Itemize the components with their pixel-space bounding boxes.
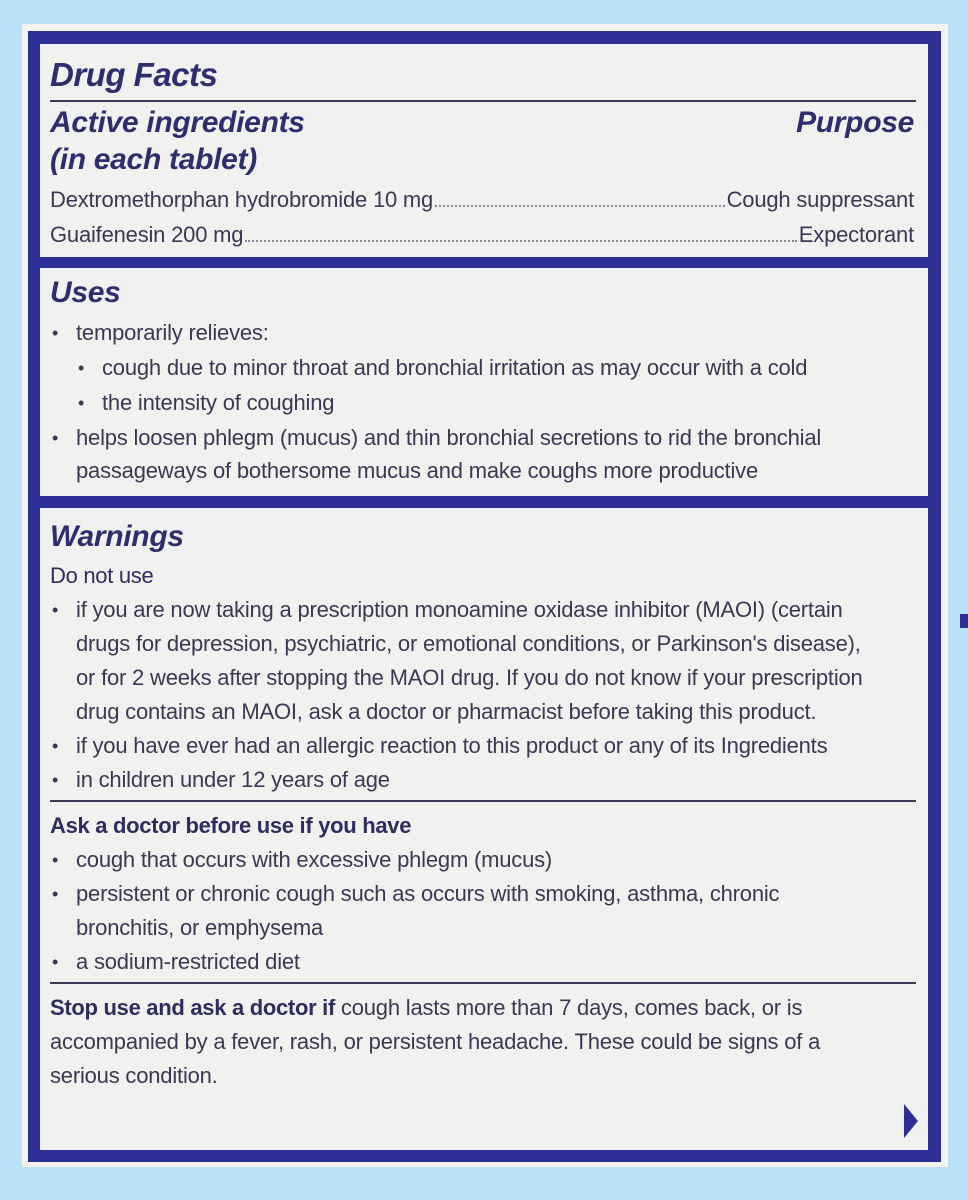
do-not-use-item: • if you have ever had an allergic reaction to this product or any of its Ingredients	[76, 733, 827, 759]
do-not-use-heading: Do not use	[50, 563, 154, 588]
stop-use-text: cough lasts more than 7 days, comes back, or is	[335, 995, 803, 1020]
ingredient-name: Guaifenesin 200 mg	[50, 222, 244, 247]
warnings-heading: Warnings	[50, 520, 184, 553]
ask-doctor-heading: Ask a doctor before use if you have	[50, 813, 412, 838]
ask-doctor-item: • cough that occurs with excessive phlegm (mucus)	[76, 847, 552, 873]
ask-doctor-item: • a sodium-restricted diet	[76, 949, 300, 975]
active-ingredients-panel	[40, 44, 928, 257]
uses-panel	[40, 268, 928, 496]
warnings-panel	[40, 508, 928, 1150]
edge-tab-mark-icon	[960, 614, 968, 628]
uses-heading: Uses	[50, 276, 121, 309]
active-ingredients-heading: Active ingredients	[50, 106, 305, 139]
ask-doctor-item: • persistent or chronic cough such as occurs with smoking, asthma, chronic	[76, 881, 779, 907]
title-rule	[50, 100, 916, 102]
section-rule	[50, 800, 916, 802]
stop-use-paragraph-line	[50, 995, 802, 1021]
active-ingredients-subheading: (in each tablet)	[50, 143, 257, 176]
section-rule	[50, 982, 916, 984]
ingredient-row	[50, 187, 914, 213]
ingredient-row	[50, 222, 914, 248]
ingredient-name: Dextromethorphan hydrobromide 10 mg	[50, 187, 434, 212]
do-not-use-item-continued: drugs for depression, psychiatric, or emotional conditions, or Parkinson's disease),	[76, 631, 861, 656]
do-not-use-item-continued: drug contains an MAOI, ask a doctor or pharmacist before taking this product.	[76, 699, 817, 724]
do-not-use-item: • in children under 12 years of age	[76, 767, 390, 793]
stop-use-paragraph-line: accompanied by a fever, rash, or persistent headache. These could be signs of a	[50, 1029, 821, 1054]
ingredient-purpose: Expectorant	[798, 222, 914, 247]
stop-use-paragraph-line: serious condition.	[50, 1063, 218, 1088]
purpose-heading: Purpose	[796, 106, 914, 139]
dot-leader	[435, 205, 725, 207]
continue-arrow-icon	[904, 1104, 918, 1138]
uses-subitem: • the intensity of coughing	[102, 390, 334, 416]
do-not-use-item: • if you are now taking a prescription monoamine oxidase inhibitor (MAOI) (certain	[76, 597, 843, 623]
uses-item-continued: passageways of bothersome mucus and make coughs more productive	[76, 458, 758, 483]
ask-doctor-item-continued: bronchitis, or emphysema	[76, 915, 324, 940]
uses-subitem: • cough due to minor throat and bronchial irritation as may occur with a cold	[102, 355, 807, 381]
ingredient-purpose: Cough suppressant	[726, 187, 914, 212]
uses-item: • temporarily relieves:	[76, 320, 269, 346]
uses-item: • helps loosen phlegm (mucus) and thin bronchial secretions to rid the bronchial	[76, 425, 821, 451]
do-not-use-item-continued: or for 2 weeks after stopping the MAOI drug. If you do not know if your prescription	[76, 665, 863, 690]
stop-use-heading: Stop use and ask a doctor if	[50, 995, 335, 1020]
dot-leader	[245, 240, 796, 242]
drug-facts-title: Drug Facts	[50, 56, 218, 93]
